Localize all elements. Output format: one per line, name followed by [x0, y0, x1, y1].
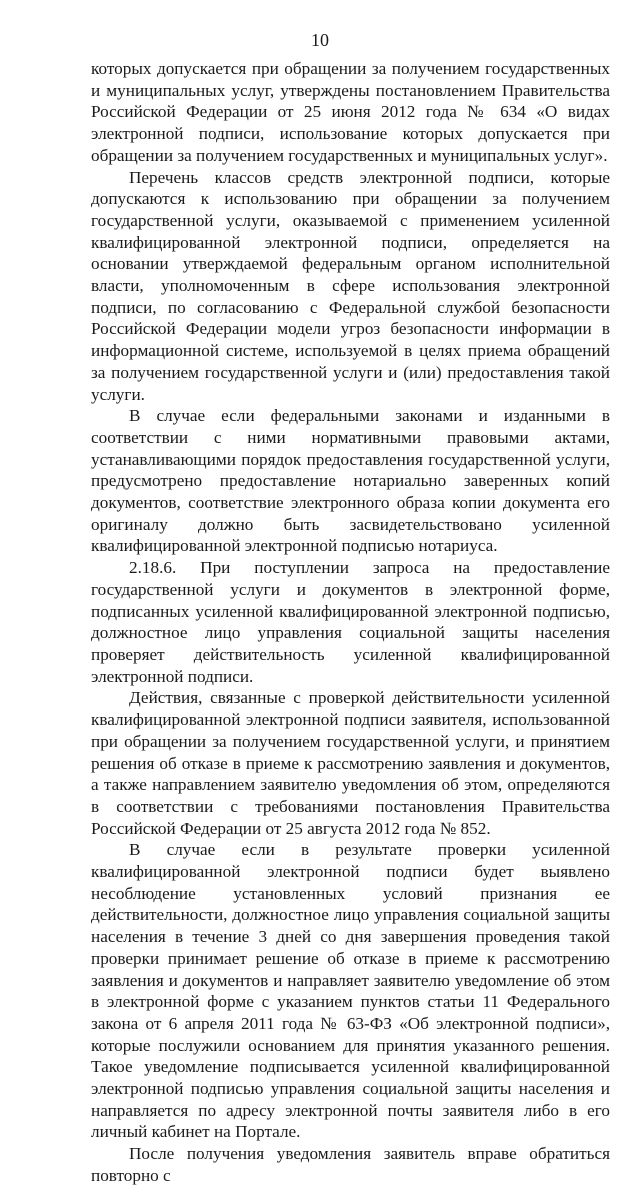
- document-body: [91, 58, 610, 1187]
- paragraph-notary-copies: В случае если федеральными законами и изданными в соответствии с ними нормативными правовыми актами, устанавливающими порядок предоставления государственной услуги, предусмотрено предоставление нотариально заверенных копий документов, соответствие электронного образа копии документа его оригиналу должно быть засвидетельствовано усиленной квалифицированной электронной подписью нотариуса.: [91, 406, 610, 556]
- paragraph-signature-classes: Перечень классов средств электронной подписи, которые допускаются к использованию при обращении за получением государственной услуги, оказываемой с применением усиленной квалифицированной электронной подписи, определяется на основании утверждаемой федеральным органом исполнительной власти, уполномоченным в сфере использования электронной подписи, по согласованию с Федеральной службой безопасности Российской Федерации модели угроз безопасности информации в информационной системе, используемой в целях приема обращений за получением государственной услуги и (или) предоставления такой услуги.: [91, 167, 610, 404]
- paragraph-2-18-6: 2.18.6. При поступлении запроса на предоставление государственной услуги и документов в электронной форме, подписанных усиленной квалифицированной электронной подписью, должностное лицо управления социальной защиты населения проверяет действительность усиленной квалифицированной электронной подписи.: [91, 558, 610, 686]
- page-number: 10: [311, 30, 329, 50]
- paragraph-continuation: которых допускается при обращении за получением государственных и муниципальных услуг, утверждены постановлением Правительства Российской Федерации от 25 июня 2012 года № 634 «О видах электронной подписи, использование которых допускается при обращении за получением государственных и муниципальных услуг».: [91, 59, 610, 165]
- paragraph-verification-actions: Действия, связанные с проверкой действительности усиленной квалифицированной электронной подписи заявителя, использованной при обращении за получением государственной услуги, и принятием решения об отказе в приеме к рассмотрению заявления и документов, а также направлением заявителю уведомления об этом, определяются в соответствии с требованиями постановления Правительства Российской Федерации от 25 августа 2012 года № 852.: [91, 688, 610, 838]
- paragraph-after-notification: После получения уведомления заявитель вправе обратиться повторно с: [91, 1144, 610, 1185]
- paragraph-nonconformity: В случае если в результате проверки усиленной квалифицированной электронной подписи будет выявлено несоблюдение установленных условий признания ее действительности, должностное лицо управления социальной защиты населения в течение 3 дней со дня завершения проведения такой проверки принимает решение об отказе в приеме к рассмотрению заявления и документов и направляет заявителю уведомление об этом в электронной форме с указанием пунктов статьи 11 Федерального закона от 6 апреля 2011 года № 63-ФЗ «Об электронной подписи», которые послужили основанием для принятия указанного решения. Такое уведомление подписывается усиленной квалифицированной электронной подписью управления социальной защиты населения и направляется по адресу электронной почты заявителя либо в его личный кабинет на Портале.: [91, 840, 610, 1142]
